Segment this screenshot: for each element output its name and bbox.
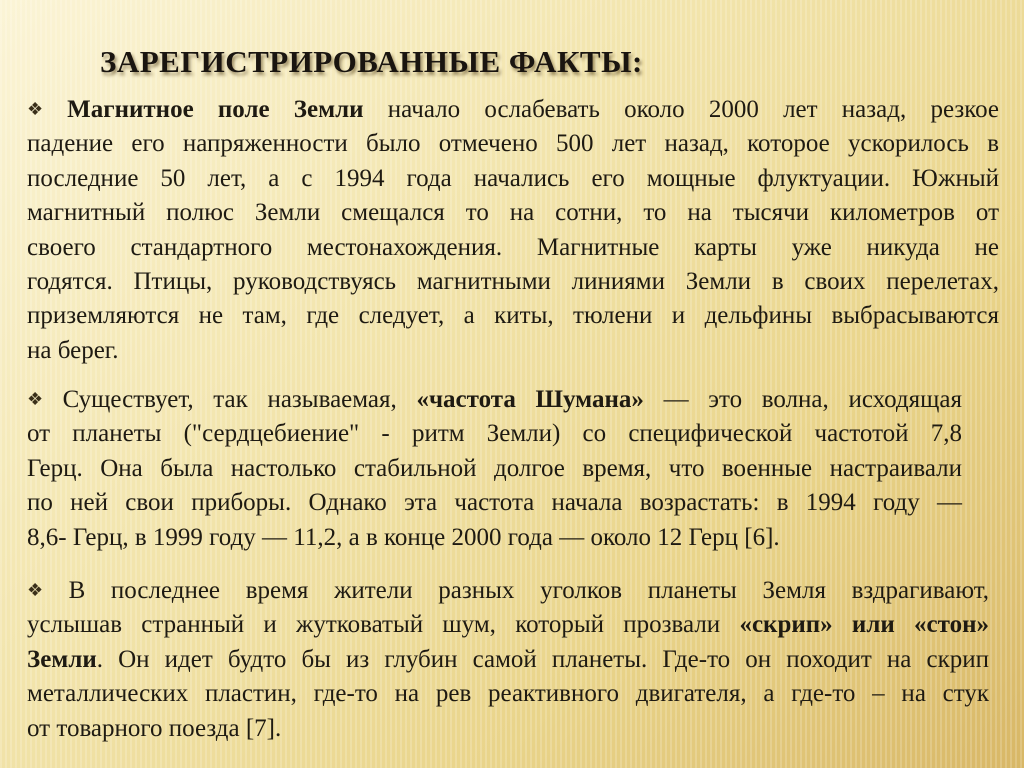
text-line (27, 383, 962, 417)
text-segment: магнитный полюс Земли смещался то на сотни, то на тысячи километров от (27, 199, 999, 227)
bold-text: Магнитное поле Земли (67, 96, 364, 123)
text-line (27, 334, 999, 368)
text-segment: на берег. (27, 336, 119, 364)
text-segment: годятся. Птицы, руководствуясь магнитными линиями Земли в своих перелетах, (27, 267, 999, 295)
text-segment: — это волна, исходящая (643, 386, 962, 413)
text-segment: В последнее время жители разных уголков планеты Земля вздрагивают, (68, 577, 989, 604)
paragraph-magnetic-field (27, 93, 999, 368)
diamond-bullet-icon: ❖ (27, 389, 57, 409)
text-line (27, 265, 999, 299)
text-segment: . Он идет будто бы из глубин самой планеты. Где-то он походит на скрип (96, 645, 989, 673)
paragraph-schumann-frequency (27, 383, 962, 555)
text-line (27, 299, 999, 333)
text-line (27, 231, 999, 265)
paragraph-earth-hum (27, 574, 989, 746)
text-segment: металлических пластин, где-то на рев реактивного двигателя, а где-то – на стук (27, 680, 989, 708)
text-line (27, 127, 999, 161)
text-segment: по ней свои приборы. Однако эта частота начала возрастать: в 1994 году — (27, 489, 962, 517)
text-line (27, 608, 989, 642)
text-segment: от планеты ("сердцебиение" - ритм Земли) со специфической частотой 7,8 (27, 420, 962, 448)
text-segment: Герц. Она была настолько стабильной долгое время, что военные настраивали (27, 454, 962, 482)
text-line (27, 712, 989, 746)
text-segment: своего стандартного местонахождения. Магнитные карты уже никуда не (27, 233, 999, 261)
text-line (27, 417, 962, 451)
text-line (27, 521, 962, 555)
bold-text: Земли (27, 645, 97, 673)
bold-text: «скрип» или «стон» (739, 611, 989, 639)
text-line (27, 162, 999, 196)
diamond-bullet-icon: ❖ (27, 99, 62, 119)
text-line (27, 486, 962, 520)
text-line (27, 196, 999, 230)
text-line (27, 677, 989, 711)
text-segment: Существует, так называемая, (62, 386, 417, 413)
text-segment: последние 50 лет, а с 1994 года начались его мощные флуктуации. Южный (27, 164, 999, 192)
text-segment: приземляются не там, где следует, а киты, тюлени и дельфины выбрасываются (27, 302, 999, 330)
text-segment: от товарного поезда [7]. (27, 714, 282, 742)
text-line (27, 574, 989, 608)
text-segment: 8,6- Герц, в 1999 году — 11,2, а в конце 2000 года — около 12 Герц [6]. (27, 523, 780, 551)
diamond-bullet-icon: ❖ (27, 580, 63, 600)
text-segment: падение его напряженности было отмечено 500 лет назад, которое ускорилось в (27, 130, 999, 158)
text-line (27, 643, 989, 677)
text-segment: услышав странный и жутковатый шум, который прозвали (27, 611, 740, 639)
bold-text: «частота Шумана» (416, 386, 644, 413)
text-line (27, 93, 999, 127)
text-line (27, 452, 962, 486)
slide-title: ЗАРЕГИСТРИРОВАННЫЕ ФАКТЫ: (100, 44, 643, 79)
text-segment: начало ослабевать около 2000 лет назад, резкое (363, 96, 999, 123)
